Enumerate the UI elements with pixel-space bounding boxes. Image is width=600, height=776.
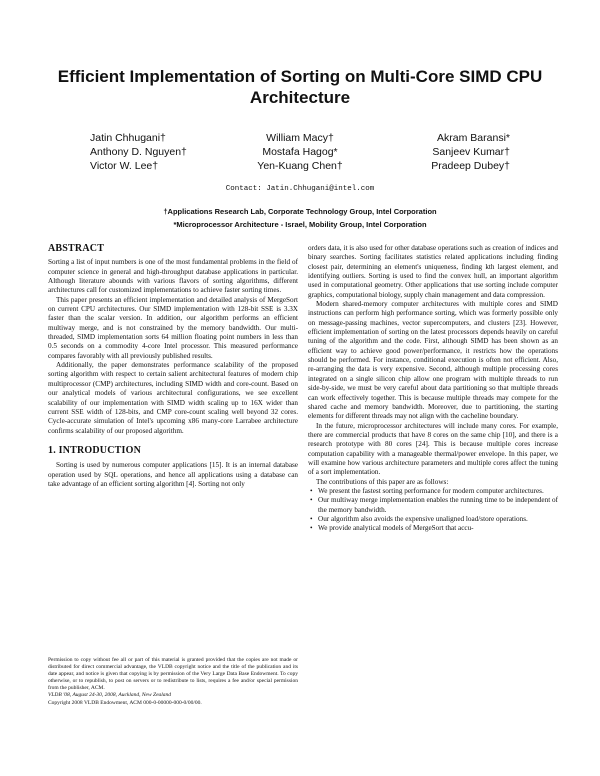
author-name: Jatin Chhugani† [90, 132, 166, 144]
intro-paragraph: Sorting is used by numerous computer applications [15]. It is an internal database operation used by SQL operations, and hence all applications using a database can take advantage of an efficient sorting algorithm [4]. Sorting not only [48, 461, 298, 488]
right-column [308, 244, 558, 534]
permission-notice [48, 657, 298, 707]
author-column-3 [380, 131, 540, 173]
author-name: William Macy† [266, 132, 334, 144]
body-paragraph: The contributions of this paper are as follows: [316, 477, 449, 486]
body-paragraph: Modern shared-memory computer architectures with multiple cores and SIMD instructions can perform high performance sorting, which was formerly possible only on message-passing machines, vector supercomputers, and clusters [23]. However, efficient implementation of sorting on the latest processors depends heavily on careful tuning of the algorithm and the code. First, although SIMD has been shown as an efficient way to achieve good power/performance, it restricts how the operations should be performed. For instance, conditional execution is often not efficient. Also, re-arranging the data is very expensive. Second, although multiple processing cores integrated on a single silicon chip allow one program with multiple threads to run side-by-side, we must be very careful about data partitioning so that multiple threads can work effectively together. This is because multiple threads may compete for the shared cache and memory bandwidth. Moreover, due to partitioning, the starting elements for different threads may not align with the cacheline boundary. [308, 300, 558, 421]
body-paragraph: In the future, microprocessor architectures will include many cores. For example, there are commercial products that have 8 cores on the same chip [10], and there is a research prototype with 80 cores [24]. This is because multiple cores increase computation capability with a manageable thermal/power envelope. In this paper, we will examine how various architecture parameters and multiple cores affect the tuning of a sort implementation. [308, 421, 558, 477]
author-name: Yen-Kuang Chen† [257, 160, 343, 172]
author-name: Mostafa Hagog* [262, 146, 338, 158]
introduction-heading: 1. INTRODUCTION [48, 444, 142, 456]
abstract-heading: ABSTRACT [48, 243, 105, 254]
author-name: Akram Baransi* [437, 132, 510, 144]
conference-line: VLDB '08, August 24-30, 2008, Auckland, New Zealand [48, 692, 172, 699]
contact-email[interactable]: Contact: Jatin.Chhugani@intel.com [225, 185, 375, 193]
author-name: Victor W. Lee† [90, 160, 159, 172]
copyright-line: Copyright 2008 VLDB Endowment, ACM 000-0-00000-000-0/00/00. [48, 699, 202, 706]
list-item: • Our algorithm also avoids the expensive unaligned load/store operations. [318, 515, 558, 524]
affiliation-2: *Microprocessor Architecture - Israel, Mobility Group, Intel Corporation [173, 220, 427, 229]
abstract-paragraph: This paper presents an efficient implementation and detailed analysis of MergeSort on current CPU architectures. Our SIMD implementation with 128-bit SSE is 3.3X faster than the scalar version. In addition, our algorithm performs an efficient multiway merge, and is not constrained by the memory bandwidth. Our multi-threaded, SIMD implementation sorts 64 million floating point numbers in less than 0.5 seconds on a commodity 4-core Intel processor. This measured performance compares favorably with all previously published results. [48, 295, 298, 360]
list-item: • We provide analytical models of MergeSort that accu- [318, 524, 558, 533]
affiliation-1: †Applications Research Lab, Corporate Technology Group, Intel Corporation [163, 207, 437, 216]
permission-text: Permission to copy without fee all or part of this material is granted provided that the copies are not made or distributed for direct commercial advantage, the VLDB copyright notice and the title of the publication and its date appear, and notice is given that copying is by permission of the Very Large Data Base Endowment. To copy otherwise, or to republish, to post on servers or to redistribute to lists, requires a fee and/or special permission from the publisher, ACM. [48, 657, 298, 692]
list-item: • Our multiway merge implementation enables the running time to be independent of the memory bandwidth. [318, 496, 558, 515]
author-column-2 [220, 131, 380, 173]
left-column [48, 244, 298, 489]
abstract-paragraph: Sorting a list of input numbers is one of the most fundamental problems in the field of computer science in general and high-throughput database applications in particular. Although literature abounds with various flavors of sorting algorithms, different architectures call for customized implementations to achieve faster sorting times. [48, 258, 298, 295]
body-paragraph: orders data, it is also used for other database operations such as creation of indices and binary searches. Sorting facilitates statistics related applications including finding closest pair, determining an element's uniqueness, finding kth largest element, and identifying outliers. Sorting is used to find the convex hull, an important algorithm used in computational geometry. Other applications that use sorting include computer graphics, computational biology, supply chain management and data compression. [308, 244, 558, 299]
paper-title: Efficient Implementation of Sorting on Multi-Core SIMD CPU Architecture [57, 67, 543, 107]
author-name: Pradeep Dubey† [431, 160, 510, 172]
author-column-1 [60, 131, 220, 173]
abstract-paragraph: Additionally, the paper demonstrates performance scalability of the proposed sorting algorithm with respect to certain salient architectural features of modern chip multiprocessor (CMP) architectures, including SIMD width and core-count. Based on our analytical models of various architectural configurations, we see excellent scalability of our implementation with SIMD width scaling up to 16X wider than current SSE width of 128-bits, and CMP core-count scaling well beyond 32 cores. Cycle-accurate simulation of Intel's upcoming x86 many-core Larrabee architecture confirms scalability of our proposed algorithm. [48, 361, 298, 435]
list-item: • We present the fastest sorting performance for modern computer architectures. [318, 487, 558, 496]
author-name: Sanjeev Kumar† [432, 146, 510, 158]
author-block [60, 131, 540, 173]
contributions-list [308, 487, 558, 534]
author-name: Anthony D. Nguyen† [90, 146, 187, 158]
